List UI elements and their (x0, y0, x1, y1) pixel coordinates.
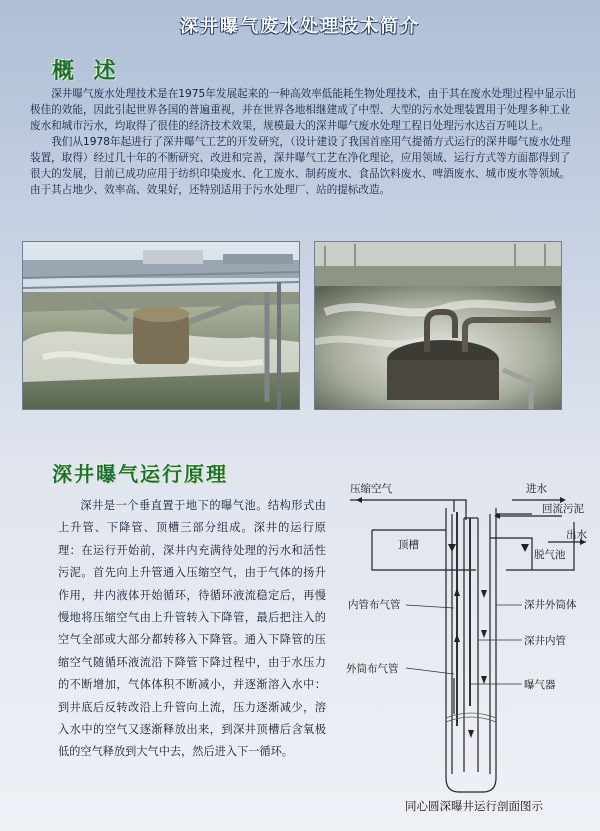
label-inlet: 进水 (526, 483, 547, 495)
label-aerator: 曝气器 (524, 679, 556, 691)
label-inner-air-pipe: 内管布气管 (348, 599, 401, 611)
label-outlet: 出水 (566, 529, 587, 541)
photo-aeration-tank-2 (314, 241, 562, 410)
principle-heading: 深井曝气运行原理 (52, 462, 228, 486)
overview-paragraph-1: 深井曝气废水处理技术是在1975年发展起来的一种高效率低能耗生物处理技术，由于其在废水处理过程中显示出极佳的效能，因此引起世界各国的普遍重视，并在世界各地相继建成了中型、大型的污水处理装置用于处理多种工业废水和城市污水，均取得了很佳的经济技术效果，规模最大的深井曝气废水处理工程日处理污水达百万吨以上。 (30, 88, 577, 132)
label-outer-shell: 深井外筒体 (524, 599, 577, 611)
label-compressed-air: 压缩空气 (350, 483, 392, 495)
overview-text (30, 86, 578, 198)
deep-shaft-diagram (336, 478, 594, 796)
overview-paragraph-2: 我们从1978年起进行了深井曝气工艺的开发研究，（设计建设了我国首座用气提循方式运行的深井曝气废水处理装置，取得）经过几十年的不断研究、改进和完善，深井曝气工艺在净化理论，应用领域、运行方式等方面都得到了很大的发展，目前已成功应用于纺织印染废水、化工废水、制药废水、食品饮料废水、啤酒废水、城市废水等领域。由于其占地少、效率高、效果好，还特别适用于污水处理厂、站的提标改造。 (30, 136, 571, 196)
label-degas-tank: 脱气池 (534, 549, 566, 561)
page-title: 深井曝气废水处理技术简介 (180, 16, 420, 37)
principle-text: 深井是一个垂直置于地下的曝气池。结构形式由上升管、下降管、顶槽三部分组成。深井的运行原理：在运行开始前，深井内充满待处理的污水和活性污泥。首先向上升管通入压缩空气，由于气体的扬升作用，井内液体开始循环，待循环液流稳定后，再慢慢地将压缩空气由上升管转入下降管，最后把注入的空气全部或大部分都转移入下降管。通入下降管的压缩空气随循环液流沿下降管下降过程中，由于水压力的不断增加，气体体积不断减小，并逐渐溶入水中：到井底后反转改沿上升管向上流，压力逐渐减少，溶入水中的空气又逐渐释放出来，到深井顶槽后含氧极低的空气释放到大气中去，然后进入下一循环。 (58, 499, 326, 759)
overview-heading: 概 述 (52, 59, 122, 84)
label-top-tank: 顶槽 (398, 539, 419, 551)
photo-aeration-tank-1 (22, 241, 300, 410)
label-return-sludge: 回流污泥 (542, 503, 584, 515)
label-outer-air-pipe: 外筒布气管 (346, 663, 399, 675)
diagram-caption: 同心圆深曝井运行剖面图示 (405, 799, 543, 813)
label-inner-pipe: 深井内管 (524, 635, 566, 647)
